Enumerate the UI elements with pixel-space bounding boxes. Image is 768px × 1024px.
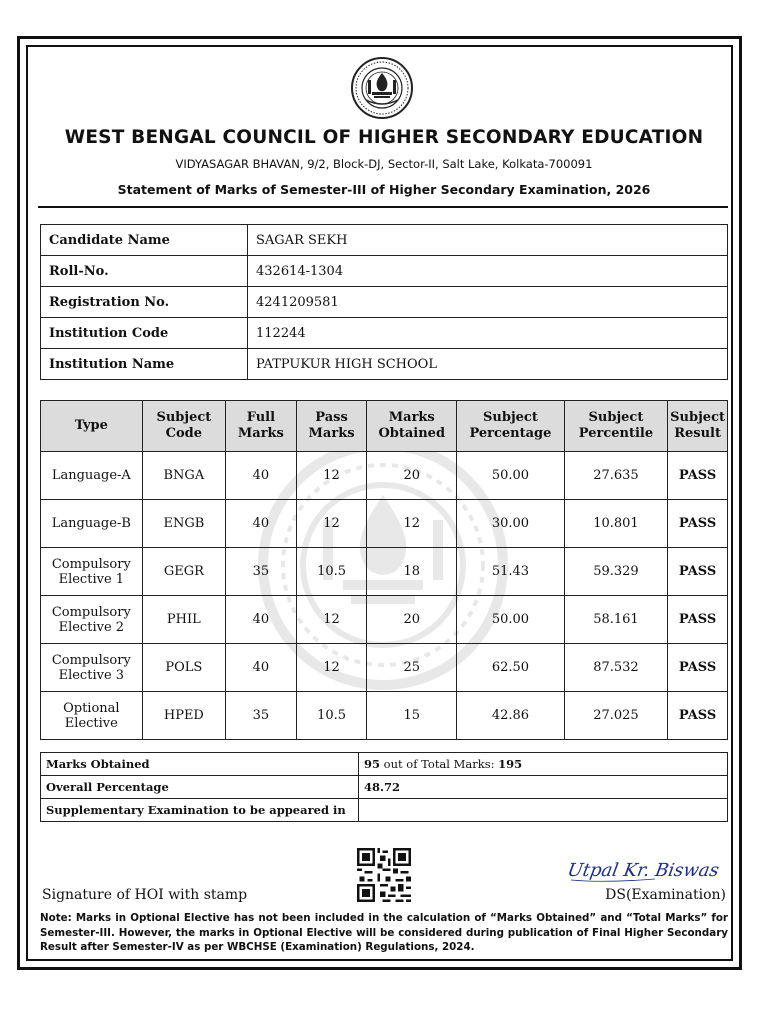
cell-obtained: 18 bbox=[367, 548, 457, 596]
cell-type: Compulsory Elective 1 bbox=[41, 548, 143, 596]
cell-percentage: 50.00 bbox=[457, 452, 565, 500]
institution-name-label: Institution Name bbox=[41, 349, 248, 380]
header-type: Type bbox=[41, 401, 143, 452]
ds-signature bbox=[565, 852, 745, 886]
cell-type: Language-A bbox=[41, 452, 143, 500]
table-row bbox=[41, 452, 728, 500]
cell-result: PASS bbox=[668, 692, 728, 740]
registration-no-value: 4241209581 bbox=[248, 287, 728, 318]
cell-type: Language-B bbox=[41, 500, 143, 548]
registration-no-label: Registration No. bbox=[41, 287, 248, 318]
institution-code-value: 112244 bbox=[248, 318, 728, 349]
cell-code: ENGB bbox=[142, 500, 225, 548]
cell-full: 35 bbox=[226, 548, 297, 596]
supplementary-label: Supplementary Examination to be appeared in bbox=[41, 799, 359, 822]
cell-result: PASS bbox=[668, 500, 728, 548]
cell-type: Compulsory Elective 2 bbox=[41, 596, 143, 644]
header-marks-obtained: Marks Obtained bbox=[367, 401, 457, 452]
cell-result: PASS bbox=[668, 548, 728, 596]
cell-obtained: 20 bbox=[367, 596, 457, 644]
cell-obtained: 25 bbox=[367, 644, 457, 692]
qr-code-icon bbox=[356, 848, 412, 902]
supplementary-value bbox=[359, 799, 728, 822]
cell-pass: 12 bbox=[296, 452, 367, 500]
marks-table bbox=[40, 400, 728, 740]
summary-row bbox=[41, 799, 728, 822]
cell-full: 40 bbox=[226, 452, 297, 500]
candidate-row bbox=[41, 287, 728, 318]
cell-full: 40 bbox=[226, 644, 297, 692]
cell-code: GEGR bbox=[142, 548, 225, 596]
marks-header-row bbox=[41, 401, 728, 452]
cell-code: POLS bbox=[142, 644, 225, 692]
cell-percentage: 62.50 bbox=[457, 644, 565, 692]
candidate-row bbox=[41, 225, 728, 256]
summary-row bbox=[41, 753, 728, 776]
header-subject-percentage: Subject Percentage bbox=[457, 401, 565, 452]
cell-type: Optional Elective bbox=[41, 692, 143, 740]
cell-pass: 12 bbox=[296, 596, 367, 644]
table-row bbox=[41, 692, 728, 740]
cell-full: 40 bbox=[226, 596, 297, 644]
footnote: Note: Marks in Optional Elective has not been included in the calculation of “Marks Obtained” and “Total Marks” for Semester-III. However, the marks in Optional Elective will be considered during publication of Final Higher Secondary Result after Semester-IV as per WBCHSE (Examination) Regulations, 2024. bbox=[40, 912, 728, 953]
cell-full: 35 bbox=[226, 692, 297, 740]
header-subject-code: Subject Code bbox=[142, 401, 225, 452]
cell-result: PASS bbox=[668, 596, 728, 644]
candidate-details-table bbox=[40, 224, 728, 380]
ds-examination-label: DS(Examination) bbox=[605, 887, 726, 903]
cell-code: HPED bbox=[142, 692, 225, 740]
summary-table bbox=[40, 752, 728, 822]
cell-percentile: 58.161 bbox=[564, 596, 667, 644]
council-address: VIDYASAGAR BHAVAN, 9/2, Block-DJ, Sector-II, Salt Lake, Kolkata-700091 bbox=[175, 157, 593, 171]
institution-code-label: Institution Code bbox=[41, 318, 248, 349]
cell-obtained: 20 bbox=[367, 452, 457, 500]
overall-percentage-label: Overall Percentage bbox=[41, 776, 359, 799]
overall-percentage-value: 48.72 bbox=[359, 776, 728, 799]
cell-result: PASS bbox=[668, 452, 728, 500]
svg-text:Utpal Kr. Biswas: Utpal Kr. Biswas bbox=[565, 860, 721, 881]
table-row bbox=[41, 500, 728, 548]
cell-pass: 12 bbox=[296, 644, 367, 692]
cell-obtained: 12 bbox=[367, 500, 457, 548]
cell-percentile: 87.532 bbox=[564, 644, 667, 692]
marks-obtained-label: Marks Obtained bbox=[41, 753, 359, 776]
summary-row bbox=[41, 776, 728, 799]
cell-pass: 12 bbox=[296, 500, 367, 548]
cell-percentile: 27.025 bbox=[564, 692, 667, 740]
cell-type: Compulsory Elective 3 bbox=[41, 644, 143, 692]
candidate-row bbox=[41, 256, 728, 287]
candidate-row bbox=[41, 349, 728, 380]
table-row bbox=[41, 644, 728, 692]
header-subject-result: Subject Result bbox=[668, 401, 728, 452]
total-marks-number: 195 bbox=[498, 757, 523, 771]
header-full-marks: Full Marks bbox=[226, 401, 297, 452]
header-subject-percentile: Subject Percentile bbox=[564, 401, 667, 452]
cell-pass: 10.5 bbox=[296, 692, 367, 740]
table-row bbox=[41, 548, 728, 596]
cell-percentage: 30.00 bbox=[457, 500, 565, 548]
marks-obtained-value bbox=[359, 753, 728, 776]
cell-pass: 10.5 bbox=[296, 548, 367, 596]
wbchse-emblem-icon bbox=[348, 56, 416, 120]
table-row bbox=[41, 596, 728, 644]
cell-percentile: 10.801 bbox=[564, 500, 667, 548]
cell-result: PASS bbox=[668, 644, 728, 692]
roll-no-value: 432614-1304 bbox=[248, 256, 728, 287]
cell-code: BNGA bbox=[142, 452, 225, 500]
cell-percentile: 27.635 bbox=[564, 452, 667, 500]
cell-obtained: 15 bbox=[367, 692, 457, 740]
cell-percentile: 59.329 bbox=[564, 548, 667, 596]
cell-code: PHIL bbox=[142, 596, 225, 644]
header-pass-marks: Pass Marks bbox=[296, 401, 367, 452]
cell-full: 40 bbox=[226, 500, 297, 548]
cell-percentage: 50.00 bbox=[457, 596, 565, 644]
institution-name-value: PATPUKUR HIGH SCHOOL bbox=[248, 349, 728, 380]
council-title: WEST BENGAL COUNCIL OF HIGHER SECONDARY EDUCATION bbox=[64, 127, 704, 148]
cell-percentage: 51.43 bbox=[457, 548, 565, 596]
hoi-signature-label: Signature of HOI with stamp bbox=[42, 887, 248, 903]
candidate-name-value: SAGAR SEKH bbox=[248, 225, 728, 256]
total-marks-text: out of Total Marks: bbox=[380, 757, 499, 771]
header-divider bbox=[38, 206, 728, 208]
roll-no-label: Roll-No. bbox=[41, 256, 248, 287]
cell-percentage: 42.86 bbox=[457, 692, 565, 740]
marks-obtained-number: 95 bbox=[364, 757, 381, 771]
candidate-row bbox=[41, 318, 728, 349]
statement-title: Statement of Marks of Semester-III of Higher Secondary Examination, 2026 bbox=[117, 182, 651, 197]
candidate-name-label: Candidate Name bbox=[41, 225, 248, 256]
